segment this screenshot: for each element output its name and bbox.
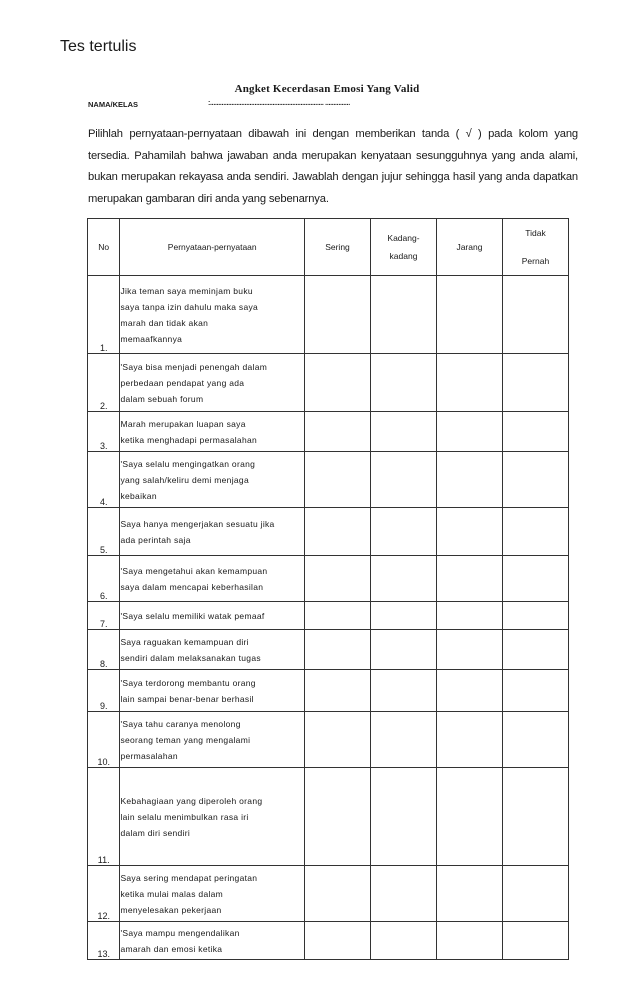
answer-cell-jarang[interactable] [436, 922, 502, 960]
header-tidak-line-2: Pernah [521, 256, 550, 266]
row-number: 8. [88, 630, 120, 670]
statement-text [120, 712, 305, 768]
answer-cell-kadang-kadang[interactable] [370, 508, 436, 556]
statement-text [120, 630, 305, 670]
header-jarang: Jarang [436, 219, 502, 276]
answer-cell-kadang-kadang[interactable] [370, 768, 436, 866]
row-number: 13. [88, 922, 120, 960]
answer-cell-jarang[interactable] [436, 712, 502, 768]
answer-cell-kadang-kadang[interactable] [370, 712, 436, 768]
nama-kelas-label: NAMA/KELAS [88, 100, 138, 109]
answer-cell-kadang-kadang[interactable] [370, 670, 436, 712]
answer-cell-kadang-kadang[interactable] [370, 452, 436, 508]
statement-line: marah dan tidak akan [120, 317, 209, 328]
answer-cell-kadang-kadang[interactable] [370, 276, 436, 354]
answer-cell-jarang[interactable] [436, 452, 502, 508]
row-number: 4. [88, 452, 120, 508]
row-number: 3. [88, 412, 120, 452]
table-row [88, 602, 569, 630]
row-number: 12. [88, 866, 120, 922]
table-row [88, 452, 569, 508]
row-number: 2. [88, 354, 120, 412]
statement-text [120, 354, 305, 412]
table-row [88, 412, 569, 452]
answer-cell-kadang-kadang[interactable] [370, 354, 436, 412]
statement-line: lain sampai benar-benar berhasil [120, 693, 254, 704]
table-row [88, 922, 569, 960]
statement-line: 'Saya selalu mengingatkan orang [120, 458, 256, 469]
statement-line: 'Saya tahu caranya menolong [120, 718, 241, 729]
answer-cell-tidak-pernah[interactable] [502, 412, 568, 452]
row-number: 9. [88, 670, 120, 712]
row-number: 11. [88, 768, 120, 866]
page-title: Tes tertulis [60, 38, 137, 55]
statement-line: menyelesakan pekerjaan [120, 904, 222, 915]
statement-line: permasalahan [120, 750, 178, 761]
header-sering: Sering [305, 219, 371, 276]
header-kadang-line-2: kadang [389, 251, 418, 261]
table-row [88, 354, 569, 412]
row-number: 1. [88, 276, 120, 354]
statement-line: Saya raguakan kemampuan diri [120, 636, 249, 647]
statement-text [120, 276, 305, 354]
answer-cell-jarang[interactable] [436, 508, 502, 556]
statement-text [120, 670, 305, 712]
answer-cell-jarang[interactable] [436, 670, 502, 712]
document-title: Angket Kecerdasan Emosi Yang Valid [234, 83, 420, 95]
statement-line: seorang teman yang mengalami [120, 734, 251, 745]
answer-cell-tidak-pernah[interactable] [502, 630, 568, 670]
statement-text [120, 768, 305, 866]
statement-line: ketika menghadapi permasalahan [120, 434, 258, 445]
statement-line: Jika teman saya meminjam buku [120, 285, 253, 296]
table-row [88, 670, 569, 712]
table-row [88, 768, 569, 866]
header-kadang-line-1: Kadang- [387, 233, 420, 243]
statement-line: ketika mulai malas dalam [120, 888, 224, 899]
answer-cell-sering[interactable] [305, 768, 371, 866]
instructions-paragraph: Pilihlah pernyataan-pernyataan dibawah ini dengan memberikan tanda ( √ ) pada kolom yang tersedia. Pahamilah bahwa jawaban anda merupakan kenyataan sesungguhnya yang anda alami, bukan merupakan rekayasa anda sendiri. Jawablah dengan jujur sehingga hasil yang anda dapatkan merupakan gambaran diri anda yang sebenarnya. [88, 128, 578, 205]
answer-cell-jarang[interactable] [436, 276, 502, 354]
answer-cell-jarang[interactable] [436, 866, 502, 922]
statement-line: amarah dan emosi ketika [120, 943, 223, 954]
answer-cell-kadang-kadang[interactable] [370, 866, 436, 922]
statement-text [120, 602, 305, 630]
statement-text [120, 508, 305, 556]
statement-line: lain selalu menimbulkan rasa iri [120, 811, 249, 822]
statement-text [120, 412, 305, 452]
statement-text [120, 866, 305, 922]
answer-cell-jarang[interactable] [436, 768, 502, 866]
answer-cell-kadang-kadang[interactable] [370, 922, 436, 960]
answer-cell-tidak-pernah[interactable] [502, 712, 568, 768]
answer-cell-tidak-pernah[interactable] [502, 670, 568, 712]
statement-line: perbedaan pendapat yang ada [120, 377, 245, 388]
answer-cell-sering[interactable] [305, 922, 371, 960]
table-row [88, 508, 569, 556]
statement-text [120, 922, 305, 960]
header-tidak-pernah [502, 219, 568, 276]
answer-cell-jarang[interactable] [436, 630, 502, 670]
answer-cell-sering[interactable] [305, 556, 371, 602]
row-number: 5. [88, 508, 120, 556]
row-number: 6. [88, 556, 120, 602]
table-row [88, 866, 569, 922]
statement-line: ada perintah saja [120, 534, 191, 545]
statement-line: sendiri dalam melaksanakan tugas [120, 652, 261, 663]
statement-text [120, 452, 305, 508]
statement-line: 'Saya selalu memiliki watak pemaaf [120, 610, 265, 621]
answer-cell-sering[interactable] [305, 602, 371, 630]
statement-line: saya dalam mencapai keberhasilan [120, 581, 264, 592]
nama-kelas-field[interactable]: :..................................................................... ............... [208, 100, 350, 107]
answer-cell-sering[interactable] [305, 670, 371, 712]
header-statement: Pernyataan-pernyataan [120, 219, 305, 276]
answer-cell-tidak-pernah[interactable] [502, 556, 568, 602]
table-row [88, 630, 569, 670]
answer-cell-sering[interactable] [305, 412, 371, 452]
answer-cell-kadang-kadang[interactable] [370, 556, 436, 602]
answer-cell-tidak-pernah[interactable] [502, 866, 568, 922]
answer-cell-jarang[interactable] [436, 354, 502, 412]
table-row [88, 712, 569, 768]
answer-cell-kadang-kadang[interactable] [370, 412, 436, 452]
questionnaire-table [87, 218, 569, 960]
statement-line: Saya sering mendapat peringatan [120, 872, 258, 883]
answer-cell-sering[interactable] [305, 630, 371, 670]
statement-line: Kebahagiaan yang diperoleh orang [120, 795, 263, 806]
answer-cell-tidak-pernah[interactable] [502, 452, 568, 508]
statement-line: 'Saya terdorong membantu orang [120, 677, 256, 688]
answer-cell-sering[interactable] [305, 354, 371, 412]
row-number: 7. [88, 602, 120, 630]
answer-cell-tidak-pernah[interactable] [502, 602, 568, 630]
statement-line: dalam diri sendiri [120, 827, 191, 838]
statement-line: Saya hanya mengerjakan sesuatu jika [120, 518, 275, 529]
statement-line: yang salah/keliru demi menjaga [120, 474, 249, 485]
statement-text [120, 556, 305, 602]
answer-cell-sering[interactable] [305, 452, 371, 508]
answer-cell-tidak-pernah[interactable] [502, 768, 568, 866]
answer-cell-kadang-kadang[interactable] [370, 630, 436, 670]
header-tidak-line-1: Tidak [525, 228, 546, 238]
table-row [88, 556, 569, 602]
row-number: 10. [88, 712, 120, 768]
statement-line: 'Saya mengetahui akan kemampuan [120, 565, 268, 576]
statement-line: saya tanpa izin dahulu maka saya [120, 301, 259, 312]
table-header-row [88, 219, 569, 276]
answer-cell-jarang[interactable] [436, 602, 502, 630]
statement-line: memaafkannya [120, 333, 183, 344]
statement-line: Marah merupakan luapan saya [120, 418, 246, 429]
answer-cell-tidak-pernah[interactable] [502, 508, 568, 556]
statement-line: 'Saya mampu mengendalikan [120, 927, 240, 938]
answer-cell-sering[interactable] [305, 276, 371, 354]
answer-cell-sering[interactable] [305, 508, 371, 556]
statement-line: kebaikan [120, 490, 157, 501]
answer-cell-tidak-pernah[interactable] [502, 276, 568, 354]
answer-cell-sering[interactable] [305, 866, 371, 922]
answer-cell-jarang[interactable] [436, 412, 502, 452]
answer-cell-sering[interactable] [305, 712, 371, 768]
answer-cell-tidak-pernah[interactable] [502, 354, 568, 412]
answer-cell-jarang[interactable] [436, 556, 502, 602]
header-no: No [88, 219, 120, 276]
statement-line: dalam sebuah forum [120, 393, 204, 404]
statement-line: 'Saya bisa menjadi penengah dalam [120, 361, 268, 372]
header-kadang-kadang [370, 219, 436, 276]
answer-cell-tidak-pernah[interactable] [502, 922, 568, 960]
table-body [88, 276, 569, 960]
table-row [88, 276, 569, 354]
answer-cell-kadang-kadang[interactable] [370, 602, 436, 630]
